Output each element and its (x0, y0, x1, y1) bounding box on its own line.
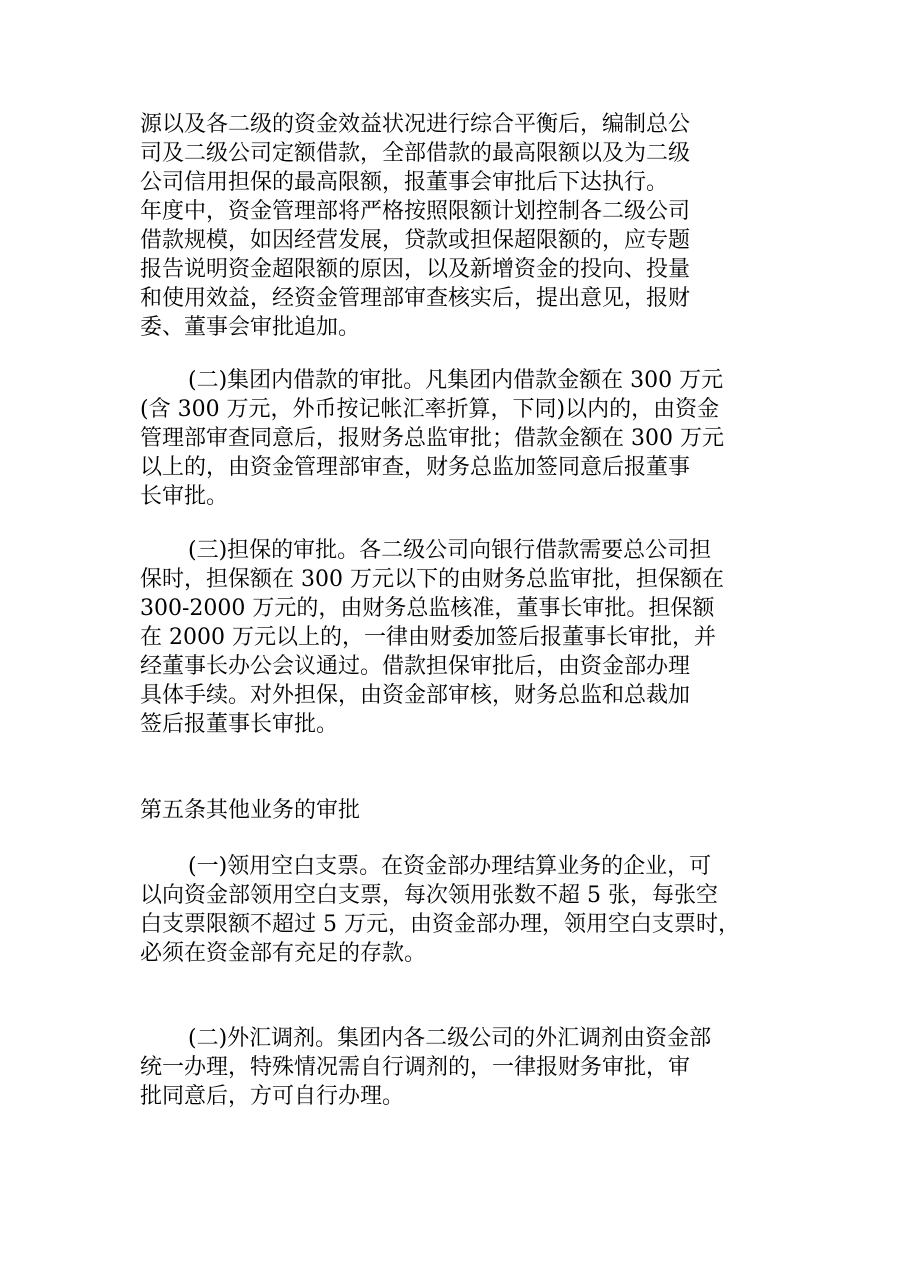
section-heading-article-5 (140, 796, 780, 825)
paragraph-resource-balance (140, 110, 780, 342)
text-line: 以上的，由资金管理部审查，财务总监加签同意后报董事 (140, 455, 691, 480)
text-line: 司及二级公司定额借款，全部借款的最高限额以及为二级 (140, 141, 691, 166)
text-line: 必须在资金部有充足的存款。 (140, 941, 427, 966)
text-line: 300-2000 万元的，由财务总监核准，董事长审批。担保额 (140, 596, 715, 621)
text-line: 长审批。 (140, 484, 229, 509)
text-line: (二)外汇调剂。集团内各二级公司的外汇调剂由资金部 (188, 1026, 712, 1051)
text-line: 管理部审查同意后，报财务总监审批；借款金额在 300 万元 (140, 426, 724, 451)
text-line: 公司信用担保的最高限额，报董事会审批后下达执行。 (140, 170, 669, 195)
text-line: 源以及各二级的资金效益状况进行综合平衡后，编制总公 (140, 112, 691, 137)
text-line: 以向资金部领用空白支票，每次领用张数不超 5 张，每张空 (140, 883, 718, 908)
text-line: 在 2000 万元以上的，一律由财委加签后报董事长审批，并 (140, 625, 716, 650)
text-line: (二)集团内借款的审批。凡集团内借款金额在 300 万元 (188, 368, 724, 393)
text-line: (含 300 万元，外币按记帐汇率折算，下同)以内的，由资金 (140, 397, 720, 422)
paragraph-internal-loan-approval (140, 366, 780, 511)
text-line: 具体手续。对外担保，由资金部审核，财务总监和总裁加 (140, 683, 691, 708)
text-line: 报告说明资金超限额的原因，以及新增资金的投向、投量 (140, 257, 691, 282)
paragraph-forex-adjustment (140, 1024, 780, 1111)
paragraph-guarantee-approval (140, 536, 780, 739)
text-line: 保时，担保额在 300 万元以下的由财务总监审批，担保额在 (140, 567, 724, 592)
text-line: 白支票限额不超过 5 万元，由资金部办理，领用空白支票时， (140, 912, 740, 937)
text-line: 借款规模，如因经营发展，贷款或担保超限额的，应专题 (140, 228, 691, 253)
text-line: (一)领用空白支票。在资金部办理结算业务的企业，可 (188, 854, 712, 879)
text-line: 批同意后，方可自行办理。 (140, 1084, 405, 1109)
section-heading: 第五条其他业务的审批 (140, 798, 361, 823)
text-line: 委、董事会审批追加。 (140, 315, 361, 340)
text-line: (三)担保的审批。各二级公司向银行借款需要总公司担 (188, 538, 712, 563)
paragraph-blank-cheque (140, 852, 780, 968)
text-line: 和使用效益，经资金管理部审查核实后，提出意见，报财 (140, 286, 691, 311)
text-line: 年度中，资金管理部将严格按照限额计划控制各二级公司 (140, 199, 691, 224)
text-line: 统一办理，特殊情况需自行调剂的，一律报财务审批，审 (140, 1055, 691, 1080)
text-line: 经董事长办公会议通过。借款担保审批后，由资金部办理 (140, 654, 691, 679)
text-line: 签后报董事长审批。 (140, 712, 339, 737)
